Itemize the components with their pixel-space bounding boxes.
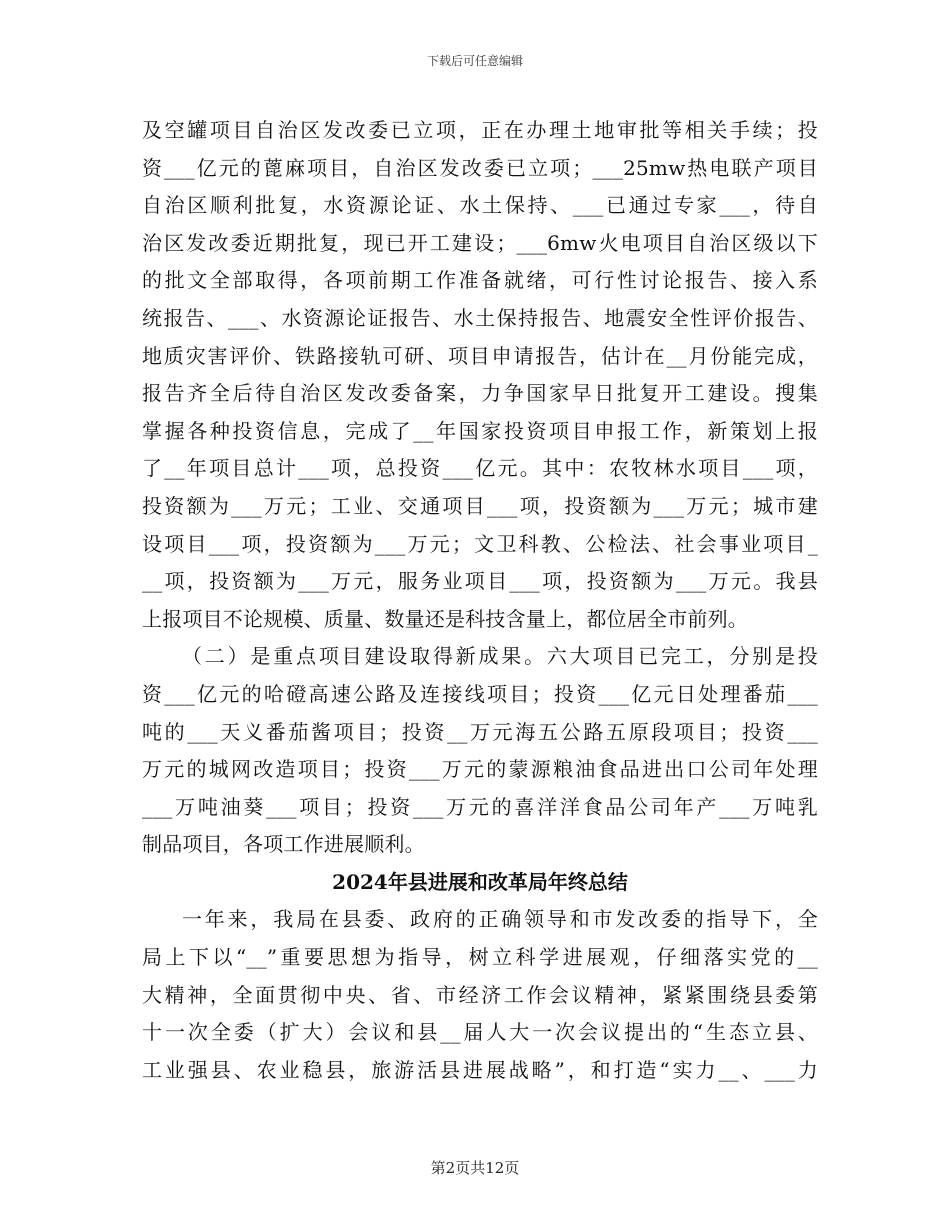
text-line: 万元的城网改造项目；投资___万元的蒙源粮油食品进出口公司年处理 xyxy=(142,757,818,782)
paragraph-continued xyxy=(142,112,818,638)
text-line: 的批文全部取得，各项前期工作准备就绪，可行性讨论报告、接入系 xyxy=(142,268,818,293)
text-line: 地质灾害评价、铁路接轨可研、项目申请报告，估计在__月份能完成， xyxy=(142,343,818,368)
text-line: 统报告、___、水资源论证报告、水土保持报告、地震安全性评价报告、 xyxy=(142,305,818,330)
text-line: 一年来，我局在县委、政府的正确领导和市发改委的指导下，全 xyxy=(182,907,818,932)
text-line: 吨的___天义番茄酱项目；投资__万元海五公路五原段项目；投资___ xyxy=(142,719,818,744)
text-line: 十一次全委（扩大）会议和县__届人大一次会议提出的“生态立县、 xyxy=(142,1020,818,1045)
document-body xyxy=(142,112,818,1089)
text-line: 上报项目不论规模、质量、数量还是科技含量上，都位居全市前列。 xyxy=(142,606,748,631)
page-number-footer: 第2页共12页 xyxy=(430,1159,520,1177)
text-line: 大精神，全面贯彻中央、省、市经济工作会议精神，紧紧围绕县委第 xyxy=(142,982,818,1007)
text-line: 了__年项目总计___项，总投资___亿元。其中：农牧林水项目___项， xyxy=(142,456,818,481)
text-line: 报告齐全后待自治区发改委备案，力争国家早日批复开工建设。搜集 xyxy=(142,381,818,406)
paragraph-summary xyxy=(142,901,818,1089)
text-line: 工业强县、农业稳县，旅游活县进展战略”，和打造“实力__、___力 xyxy=(142,1057,818,1082)
text-line: 设项目___项，投资额为___万元；文卫科教、公检法、社会事业项目_ xyxy=(142,531,818,556)
text-line: __项，投资额为___万元，服务业项目___项，投资额为___万元。我县 xyxy=(142,569,818,594)
text-line: 资___亿元的哈磴高速公路及连接线项目；投资___亿元日处理番茄___ xyxy=(142,681,818,706)
text-line: ___万吨油葵___项目；投资___万元的喜洋洋食品公司年产___万吨乳 xyxy=(142,794,818,819)
page-header: 下载后可任意编辑 xyxy=(426,54,523,68)
text-line: 资___亿元的蓖麻项目，自治区发改委已立项；___25mw热电联产项目 xyxy=(142,155,818,180)
text-line: （二）是重点项目建设取得新成果。六大项目已完工，分别是投 xyxy=(182,644,818,669)
text-line: 治区发改委近期批复，现已开工建设；___6mw火电项目自治区级以下 xyxy=(142,230,818,255)
text-line: 自治区顺利批复，水资源论证、水土保持、___已通过专家___，待自 xyxy=(142,193,818,218)
text-line: 制品项目，各项工作进展顺利。 xyxy=(142,832,425,857)
text-line: 局上下以“__”重要思想为指导，树立科学进展观，仔细落实党的__ xyxy=(142,945,818,970)
paragraph-key-projects xyxy=(142,638,818,864)
text-line: 掌握各种投资信息，完成了__年国家投资项目申报工作，新策划上报 xyxy=(142,418,818,443)
text-line: 投资额为___万元；工业、交通项目___项，投资额为___万元；城市建 xyxy=(142,493,818,518)
text-line: 及空罐项目自治区发改委已立项，正在办理土地审批等相关手续；投 xyxy=(142,118,818,142)
section-title: 2024年县进展和改革局年终总结 xyxy=(332,869,628,894)
